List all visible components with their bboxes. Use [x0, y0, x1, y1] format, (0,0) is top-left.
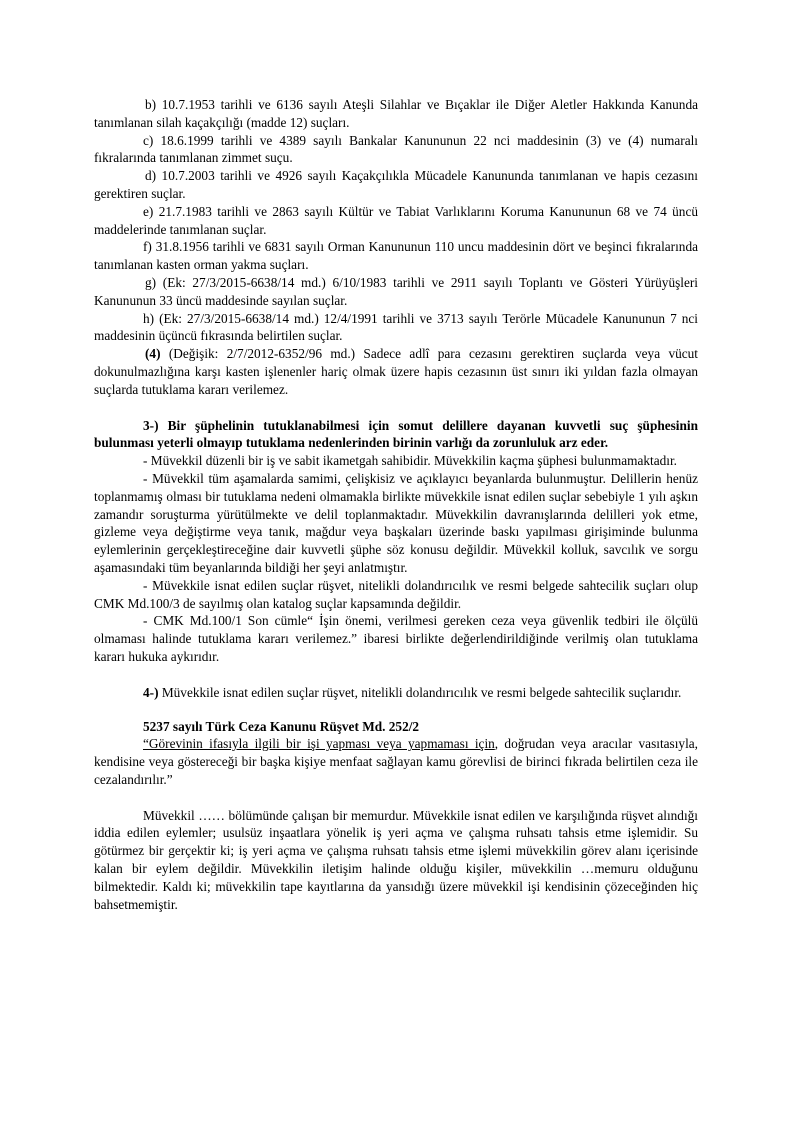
list-item-b: b) 10.7.1953 tarihli ve 6136 sayılı Ateşli Silahlar ve Bıçaklar ile Diğer Aletler Hakkında Kanunda tanımlanan silah kaçakçılığı (madde 12) suçları. — [94, 97, 698, 130]
law-quote — [94, 735, 698, 788]
section-4 — [94, 684, 698, 702]
section-3-heading-text: 3-) Bir şüphelinin tutuklanabilmesi için somut delillere dayanan kuvvetli suç şüphesinin bulunması yeterli olmayıp tutuklama nedenlerinden birinin varlığı da zorunluluk arz eder. — [94, 417, 698, 451]
paragraph-4-number: (4) — [145, 346, 161, 362]
law-quote-underlined: “Görevinin ifasıyla ilgili bir işi yapması veya yapmaması için — [143, 736, 495, 752]
section-3-bullet-1: - Müvekkil düzenli bir iş ve sabit ikametgah sahibidir. Müvekkilin kaçma şüphesi bulunmamaktadır. — [143, 453, 677, 469]
section-4-number: 4-) — [143, 684, 159, 700]
section-3-bullet-4: - CMK Md.100/1 Son cümle“ İşin önemi, verilmesi gereken ceza veya güvenlik tedbiri ile ölçülü olmaması halinde tutuklama kararı verilemez.” ibaresi birlikte değerlendirildiğinde verilmiş olan tutuklama kararı hukuka aykırıdır. — [94, 613, 698, 664]
list-item-f: f) 31.8.1956 tarihli ve 6831 sayılı Orman Kanununun 110 uncu maddesinin dört ve beşinci fıkralarında tanımlanan kasten orman yakma suçları. — [94, 239, 698, 273]
spacer — [94, 399, 698, 417]
section-3-bullet-3: - Müvekkile isnat edilen suçlar rüşvet, nitelikli dolandırıcılık ve resmi belgede sahtecilik suçları olup CMK Md.100/3 de sayılmış olan katalog suçlar kapsamında değildir. — [94, 577, 698, 611]
paragraph-4-text: (Değişik: 2/7/2012-6352/96 md.) Sadece adlî para cezasını gerektiren suçlarda veya vücut dokunulmazlığına karşı kasten işlenenler hariç olmak üzere hapis cezasının üst sınırı iki yıldan fazla olmayan suçlarda tutuklama kararı verilemez. — [94, 346, 698, 397]
paragraph-4 — [94, 345, 698, 398]
law-heading-text: 5237 sayılı Türk Ceza Kanunu Rüşvet Md. 252/2 — [143, 718, 420, 734]
spacer — [94, 702, 698, 718]
closing-paragraph: Müvekkil …… bölümünde çalışan bir memurdur. Müvekkile isnat edilen ve karşılığında rüşvet alındığı iddia edilen eylemler; usulsüz inşaatlara yönelik iş yeri açma ve çalışma ruhsatı tahsis etme işlemidir. Su götürmez bir gerçektir ki; iş yeri açma ve çalışma ruhsatı tahsis etme işlemi müvekkilin görev alanı içerisinde kalan bir eylem değildir. Müvekkilin iletişim halinde olduğu kişiler, müvekkilin …memuru olduğunu bilmektedir. Kaldı ki; müvekkilin tape kayıtlarına da yansıdığı üzere müvekkil işi kendisinin çözeceğinden hiç bahsetmemiştir. — [94, 807, 698, 912]
document-page — [94, 96, 698, 913]
list-item-e: e) 21.7.1983 tarihli ve 2863 sayılı Kültür ve Tabiat Varlıklarını Koruma Kanununun 68 ve 74 üncü maddelerinde tanımlanan suçlar. — [94, 203, 698, 237]
section-3-bullet-2: - Müvekkil tüm aşamalarda samimi, çelişkisiz ve açıklayıcı beyanlarda bulunmuştur. Delillerin henüz toplanmamış olması bir tutuklama nedeni olmamakla birlikte müvekkile isnat edilen suçlar sebebiyle 1 yılı aşkın zamandır soruşturma yürütülmekte ve delil toplanmaktadır. Müvekkilin davranışlarında delilleri yok etme, gizleme veya değiştirme veya tanık, mağdur veya başkaları üzerinde baskı yapılması girişiminde bulunma eylemlerinin gerçekleştireceğine dair kuvvetli şüphe söz konusu değildir. Müvekkil kolluk, savcılık ve sorgu aşamasındaki tüm beyanlarında bildiği her şeyi anlatmıştır. — [94, 470, 698, 575]
list-item-g: g) (Ek: 27/3/2015-6638/14 md.) 6/10/1983 tarihli ve 2911 sayılı Toplantı ve Gösteri Yürüyüşleri Kanununun 33 üncü maddesinde sayılan suçlar. — [94, 274, 698, 308]
section-3-heading — [94, 417, 698, 453]
spacer — [94, 789, 698, 807]
law-heading — [94, 718, 698, 736]
law-quote-rest: , doğrudan veya aracılar vasıtasıyla, kendisine veya göstereceği bir başka kişiye menfaat sağlayan kamu görevlisi de birinci fıkrada belirtilen ceza ile cezalandırılır.” — [94, 736, 698, 787]
list-item-d: d) 10.7.2003 tarihli ve 4926 sayılı Kaçakçılıkla Mücadele Kanununda tanımlanan ve hapis cezasını gerektiren suçlar. — [94, 168, 698, 201]
list-item-c: c) 18.6.1999 tarihli ve 4389 sayılı Bankalar Kanununun 22 nci maddesinin (3) ve (4) numaralı fıkralarında tanımlanan zimmet suçu. — [94, 132, 698, 166]
spacer — [94, 666, 698, 684]
section-4-text: Müvekkile isnat edilen suçlar rüşvet, nitelikli dolandırıcılık ve resmi belgede sahtecilik suçlarıdır. — [158, 684, 682, 700]
list-item-h: h) (Ek: 27/3/2015-6638/14 md.) 12/4/1991 tarihli ve 3713 sayılı Terörle Mücadele Kanununun 7 nci maddesinin üçüncü fıkrasında belirtilen suçlar. — [94, 310, 698, 344]
